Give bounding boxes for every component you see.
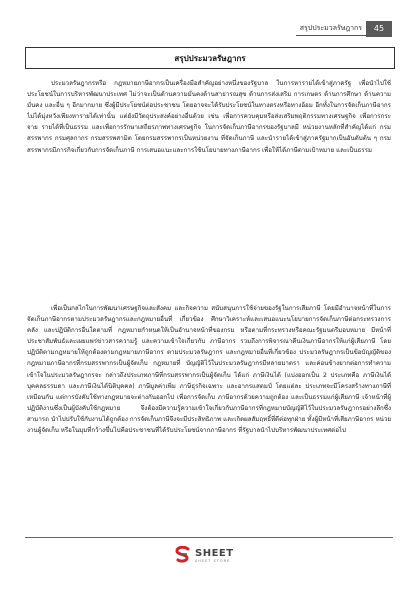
logo-subtext: SHEET STORE [195, 558, 231, 563]
footer-logo [175, 545, 234, 567]
paragraph-2: เพื่อเป็นกลไกในการพัฒนาเศรษฐกิจและสังคม และกิจความ สนับสนุนการใช้จ่ายของรัฐในการเสียภาษี โดยมีอำนาจหน้าที่ในการจัดเก็บภาษีอากรตามประมวลรัษฎากรและกฎหมายอื่นที่ เกี่ยวข้อง ศึกษาวิเคราะห์และเสนอแนะนโยบายการจัดเก็บภาษีต่อกระทรวงการคลัง และปฏิบัติการอื่นใดตามที่ กฎหมายกำหนดให้เป็นอำนาจหน้าที่ของกรม หรือตามที่กระทรวงหรือคณะรัฐมนตรีมอบหมาย มีหน้าที่ประชาสัมพันธ์และเผยแพร่ข่าวสารความรู้ และความเข้าใจเกี่ยวกับ ภาษีอากร รวมถึงการพิจารณาคืนเงินภาษีอากรให้แก่ผู้เสียภาษี โดยปฏิบัติตามกฎหมายให้ถูกต้องตามกฎหมายภาษีอากร ตามประมวลรัษฎากร และกฎหมายอื่นที่เกี่ยวข้อง ประมวลรัษฎากรเป็นข้อบัญญัติของกฎหมายภาษีอากรที่กรมสรรพากรเป็นผู้จัดเก็บ กฎหมายที่ บัญญัติไว้ในประมวลรัษฎากรมีหลายมาตรา และค่อนข้างยากต่อการทำความเข้าใจในประมวลรัษฎากรจะ กล่าวถึงประเภทภาษีที่กรมสรรพากรเป็นผู้จัดเก็บ ได้แก่ ภาษีเงินได้ (แบ่งออกเป็น 2 ประเภทคือ ภาษีเงินได้ บุคคลธรรมดา และภาษีเงินได้นิติบุคคล) ภาษีมูลค่าเพิ่ม ภาษีธุรกิจเฉพาะ และอากรแสตมป์ โดยแต่ละ ประเภทจะมีโครงสร้างทางภาษีที่เหมือนกัน แต่การบังคับใช้ทางกฎหมายจะต่างกันออกไป เพื่อการจัดเก็บ ภาษีอากรด้วยความถูกต้อง และเป็นธรรมแก่ผู้เสียภาษี เจ้าหน้าที่ผู้ปฏิบัติงานซึ่งเป็นผู้บังคับใช้กฎหมาย จึงต้องมีความรู้ความเข้าใจเกี่ยวกับภาษีอากรที่กฎหมายบัญญัติไว้ในประมวลรัษฎากรอย่างลึกซึ้ง สามารถ นำไปปรับใช้กับงานได้ถูกต้อง การจัดเก็บภาษีจึงจะมีประสิทธิภาพ และเกิดผลสัมฤทธิ์ที่ดีต่อทุกฝ่าย ทั้งผู้มีหน้าที่เสียภาษีอากร หน่วยงานผู้จัดเก็บ หรือในมุมที่กว้างขึ้นไปคือประชาชนที่ได้รับประโยชน์จากภาษีอากร ที่รัฐบาลนำไปบริหารพัฒนาประเทศต่อไป [27, 305, 391, 435]
footer-divider [25, 537, 393, 538]
running-header [296, 20, 392, 38]
section-title-box [25, 47, 395, 69]
body-text [27, 78, 391, 436]
sheet-logo-icon [175, 546, 191, 566]
section-title: สรุปประมวลรัษฎากร [174, 53, 246, 63]
logo-text: SHEET [195, 547, 234, 559]
page-number: 45 [366, 21, 392, 37]
paragraph-1: ประมวลรัษฎากรหรือ กฎหมายภาษีอากรเป็นเครื่องมือสำคัญอย่างหนึ่งของรัฐบาล ในการหารายได้เข้าสู่ภาครัฐ เพื่อนำไปใช้ ประโยชน์ในการบริหารพัฒนาประเทศ ไม่ว่าจะเป็นด้านความมั่นคงด้านสาธารณสุข ด้านการส่งเสริม การเกษตร ด้านการศึกษา ด้านความมั่นคง และอื่น ๆ อีกมากมาย ซึ่งผู้มีประโยชน์ต่อประชาชน โดยอาจจะได้รับประโยชน์ในทางตรงหรือทางอ้อม อีกทั้งในการจัดเก็บภาษีอากรไม่ได้มุ่งหวังเพียงหารายได้เท่านั้น แต่ยังมีวัตถุประสงค์อย่างอื่นด้วย เช่น เพื่อการควบคุมหรือส่งเสริมพฤติกรรมทางเศรษฐกิจ เพื่อการกระจาย รายได้ที่เป็นธรรม และเพื่อการรักษาเสถียรภาพทางเศรษฐกิจ ในการจัดเก็บภาษีอากรของรัฐบาลมี หน่วยงานหลักที่สำคัญได้แก่ กรมสรรพากร กรมศุลกากร กรมสรรพสามิต โดยกรมสรรพากรเป็นหน่วยงาน ที่จัดเก็บภาษี และนำรายได้เข้าสู่ภาครัฐมากเป็นอันดับต้น ๆ กรมสรรพากรมีภารกิจเกี่ยวกับการจัดเก็บภาษี การเสนอแนะและการใช้นโยบายทางภาษีอากร เพื่อให้ได้ภาษีตามเป้าหมาย และเป็นธรรม [27, 80, 391, 154]
running-header-title: สรุปประมวลรัษฎากร [296, 22, 366, 36]
